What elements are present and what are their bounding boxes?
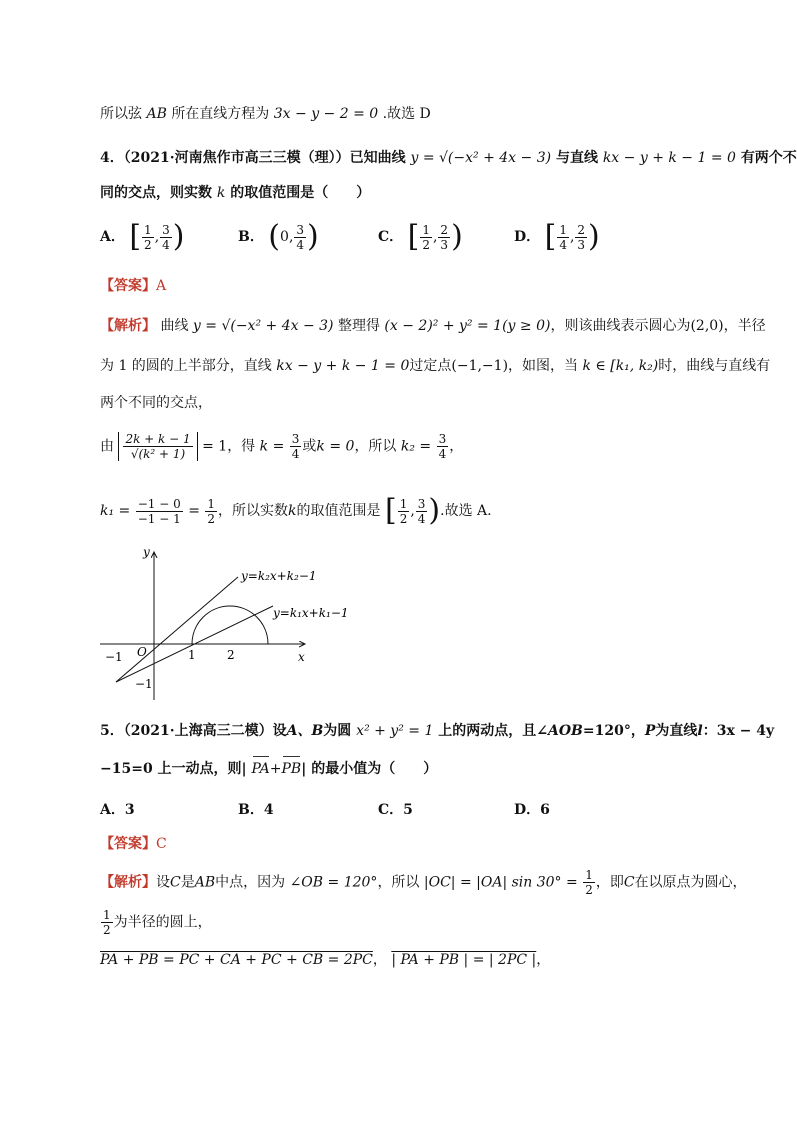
q4-option-b[interactable]: B． (0, $\frac{3}{4}$ ) — [238, 219, 319, 254]
q5-option-a[interactable]: A．3 — [100, 802, 135, 818]
q4-analysis-line-3: 两个不同的交点， — [100, 395, 212, 411]
y-axis-label: y — [143, 545, 150, 559]
tick-neg1-y: −1 — [135, 677, 153, 691]
question-4-line-2: 同的交点，则实数 k 的取值范围是（ ） — [100, 185, 371, 201]
q4-option-a[interactable]: A． [ $\frac{1}{2}$ , $\frac{3}{4}$ ) — [100, 219, 185, 254]
q5-answer: 【答案】C — [100, 836, 167, 852]
q5-option-b[interactable]: B．4 — [238, 802, 274, 818]
q5-analysis-line-3: PA + PB = PC + CA + PC + CB = 2PC， | PA + PB | = | 2PC |， — [100, 952, 551, 968]
line-k2 — [116, 577, 238, 682]
q4-analysis-line-5: k₁ = $\frac{-1 - 0}{-1 - 1}$ = $\frac{1}{2}$ ，所以实数k的取值范围是 [ $\frac{1}{2}$ , $\frac{3}{4}$ ).故选 A. — [100, 493, 492, 528]
question-4-line-1: 4．（2021·河南焦作市高三三模（理））已知曲线 y = √(−x² + 4x − 3) 与直线 kx − y + k − 1 = 0 有两个不 — [100, 150, 797, 166]
tick-neg1-x: −1 — [105, 650, 123, 664]
q4-analysis-line-1: 【解析】 曲线 y = √(−x² + 4x − 3) 整理得 (x − 2)² + y² = 1(y ≥ 0)，则该曲线表示圆心为(2,0)，半径 — [100, 318, 766, 334]
q5-analysis-line-2: $\frac{1}{2}$ 为半径的圆上， — [103, 908, 212, 937]
q4-option-d[interactable]: D． [ $\frac{1}{4}$ , $\frac{2}{3}$ ) — [514, 219, 600, 254]
tick-2: 2 — [227, 648, 235, 662]
question-5-line-2: −15=0 上一动点，则| PA+PB| 的最小值为（ ） — [100, 761, 438, 777]
q4-answer: 【答案】A — [100, 278, 167, 294]
upper-semicircle — [192, 606, 268, 644]
q5-analysis-line-1: 【解析】设C是AB中点，因为 ∠OB = 120°，所以 |OC| = |OA| sin 30° = $\frac{1}{2}$ ，即C在以原点为圆心， — [100, 868, 747, 897]
q4-analysis-line-2: 为 1 的圆的上半部分，直线 kx − y + k − 1 = 0过定点(−1,−1)，如图，当 k ∈ [k₁, k₂)时，曲线与直线有 — [100, 358, 771, 374]
q4-figure — [95, 540, 349, 715]
tick-1: 1 — [188, 648, 196, 662]
line-k1-label: y=k₁x+k₁−1 — [273, 606, 349, 620]
q5-option-c[interactable]: C．5 — [378, 802, 413, 818]
prev-answer-line: 所以弦 AB 所在直线方程为 3x − y − 2 = 0 .故选 D — [100, 106, 431, 122]
q5-option-d[interactable]: D．6 — [514, 802, 550, 818]
q4-option-c[interactable]: C． [ $\frac{1}{2}$ , $\frac{2}{3}$ ) — [378, 219, 463, 254]
question-5-line-1: 5．（2021·上海高三二模）设A、B为圆 x² + y² = 1 上的两动点，且∠AOB=120°，P为直线l：3x − 4y — [100, 723, 775, 739]
q4-analysis-line-4: 由 $\frac{2k + k - 1}{\text{√(k² + 1)}}$ = 1，得 k = $\frac{3}{4}$ 或k = 0，所以 k₂ = $\frac{3}{4}$ ， — [100, 432, 464, 461]
origin-label: O — [137, 645, 147, 659]
x-axis-label: x — [298, 650, 305, 664]
line-k2-label: y=k₂x+k₂−1 — [241, 569, 317, 583]
